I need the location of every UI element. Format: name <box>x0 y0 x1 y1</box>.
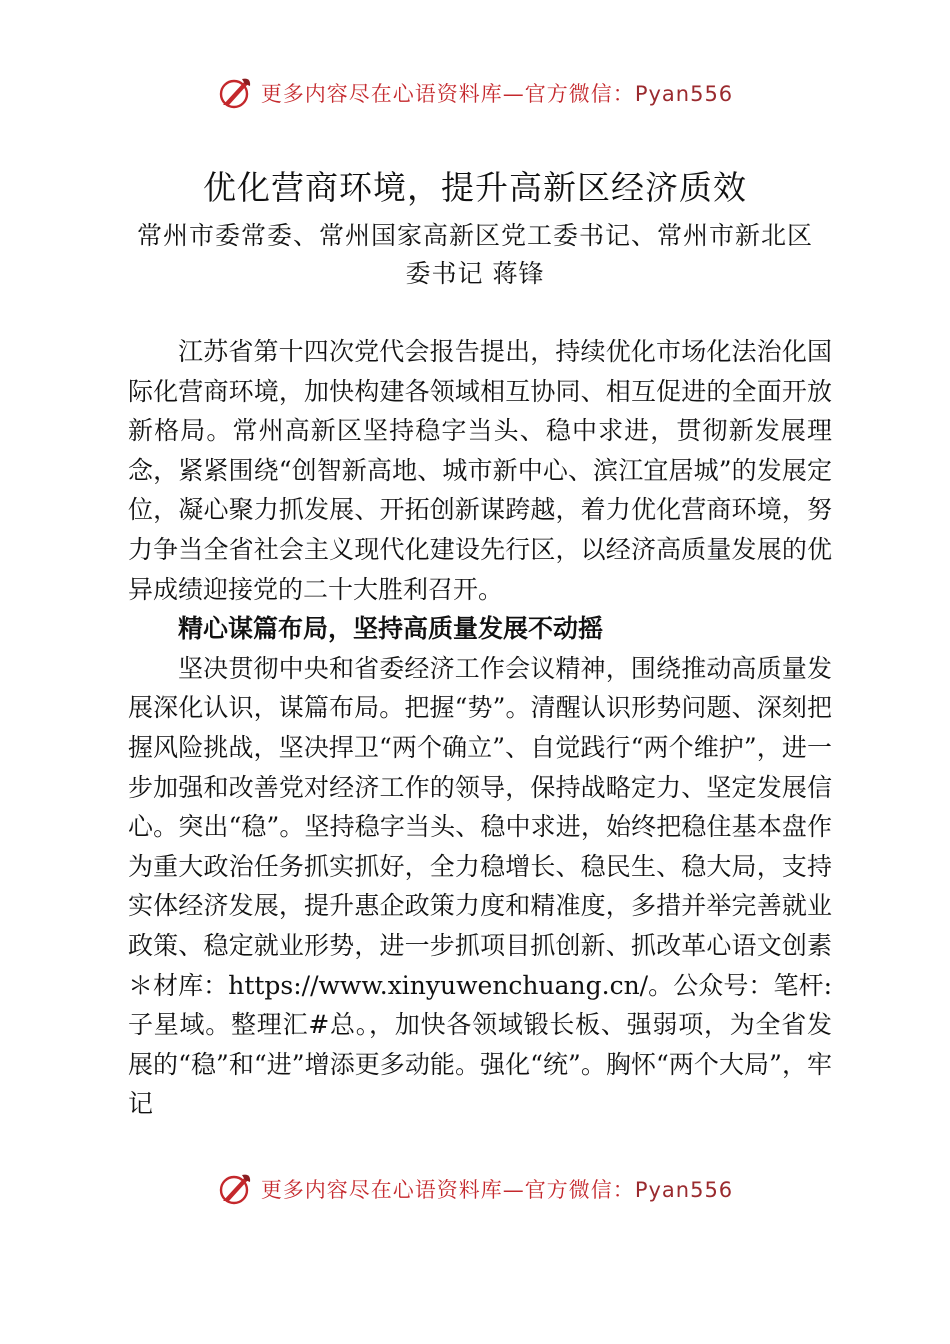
footer-banner <box>0 1164 950 1214</box>
header-banner <box>0 68 950 118</box>
banner-text: 更多内容尽在心语资料库—官方微信：Pyan556 <box>260 1178 734 1202</box>
wechat-id: Pyan556 <box>634 82 734 106</box>
banner-text: 更多内容尽在心语资料库—官方微信：Pyan556 <box>260 82 734 106</box>
section-heading: 精心谋篇布局，坚持高质量发展不动摇 <box>178 614 604 644</box>
paragraph-body: 坚决贯彻中央和省委经济工作会议精神，围绕推动高质量发展深化认识，谋篇布局。把握“势”。清醒认识形势问题、深刻把握风险挑战，坚决捍卫“两个确立”、自觉践行“两个维护”，进一步加强和改善党对经济工作的领导，保持战略定力、坚定发展信心。突出“稳”。坚持稳字当头、稳中求进，始终把稳住基本盘作为重大政治任务抓实抓好，全力稳增长、稳民生、稳大局，支持实体经济发展，提升惠企政策力度和精准度，多措并举完善就业政策、稳定就业形势，进一步抓项目抓创新、抓改革心语文创素＊材库：https://www.xinyuwenchuang.cn/。公众号：笔杆:子星域。整理汇#总。，加快各领域锻长板、强弱项，为全省发展的“稳”和“进”增添更多动能。强化“统”。胸怀“两个大局”，牢记 <box>128 653 832 1119</box>
quill-logo-icon <box>217 75 253 111</box>
wechat-id: Pyan556 <box>634 1178 734 1202</box>
article-body <box>128 332 832 1124</box>
author-line-2: 委书记 蒋锋 <box>405 259 545 288</box>
document-title: 优化营商环境，提升高新区经济质效 <box>203 168 747 207</box>
quill-logo-icon <box>217 1171 253 1207</box>
author-line-1: 常州市委常委、常州国家高新区党工委书记、常州市新北区 <box>136 221 813 250</box>
paragraph-intro: 江苏省第十四次党代会报告提出，持续优化市场化法治化国际化营商环境，加快构建各领域相互协同、相互促进的全面开放新格局。常州高新区坚持稳字当头、稳中求进，贯彻新发展理念，紧紧围绕“创智新高地、城市新中心、滨江宜居城”的发展定位，凝心聚力抓发展、开拓创新谋跨越，着力优化营商环境，努力争当全省社会主义现代化建设先行区，以经济高质量发展的优异成绩迎接党的二十大胜利召开。 <box>128 337 832 604</box>
